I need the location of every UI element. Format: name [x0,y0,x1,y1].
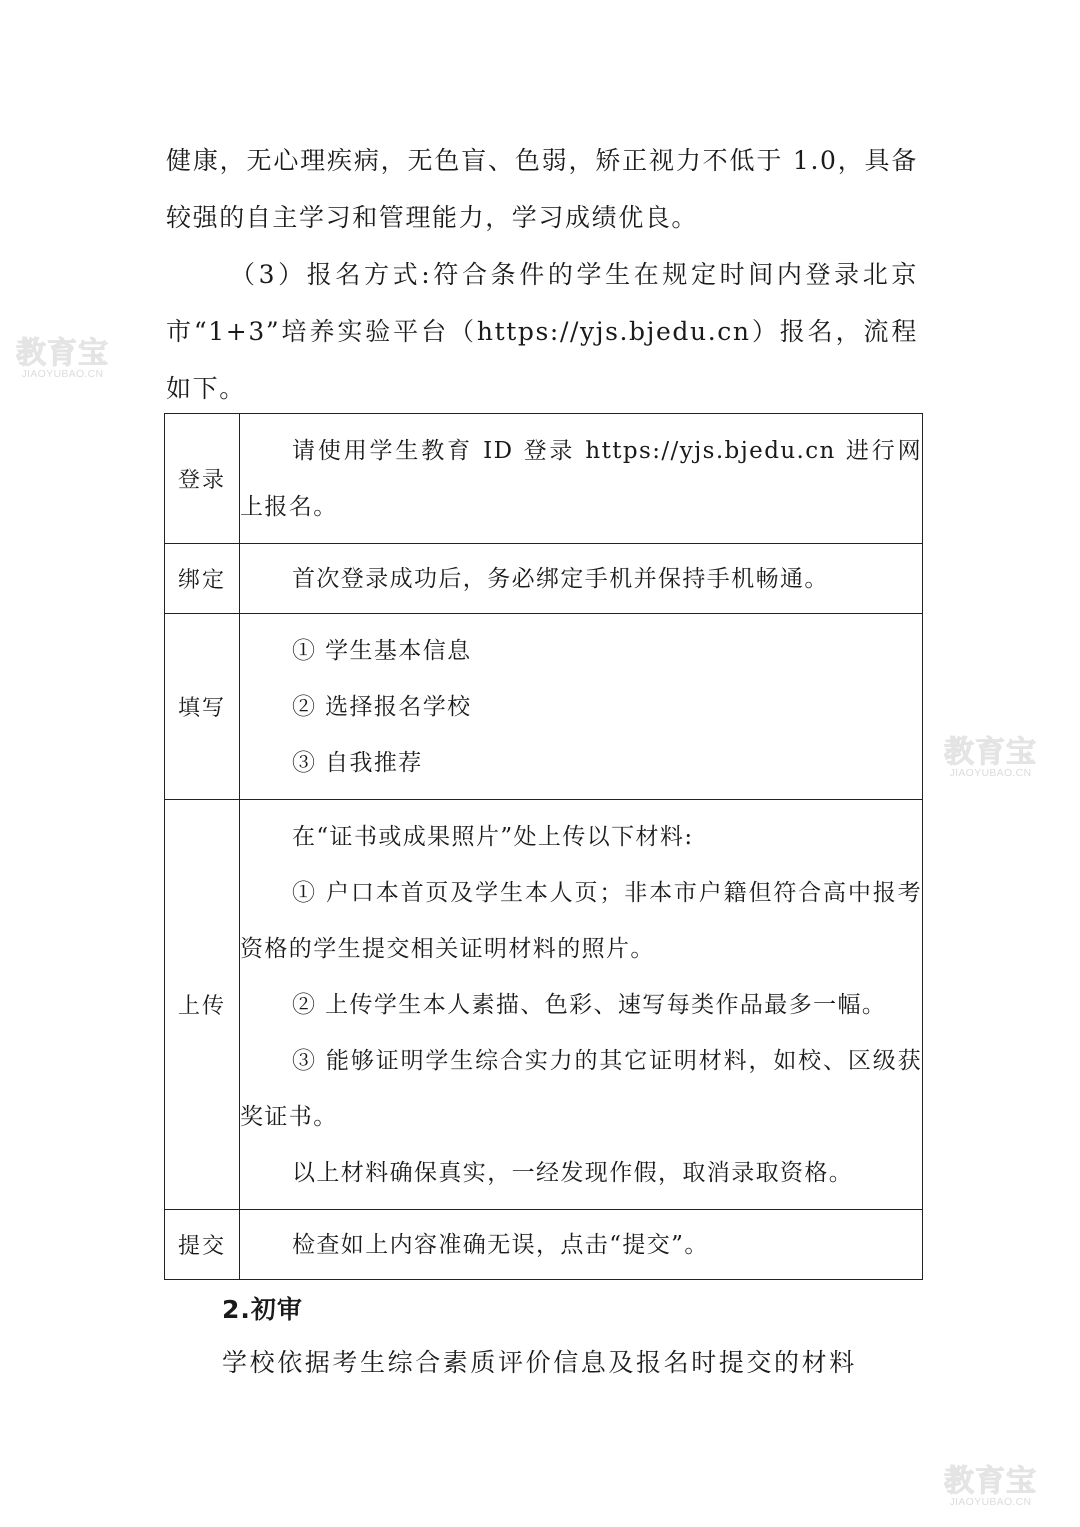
watermark-logo [944,727,1037,779]
watermark-logo [16,328,109,380]
step-line: ① 户口本首页及学生本人页；非本市户籍但符合高中报考资格的学生提交相关证明材料的照片。 [240,879,922,962]
step-line: ③ 自我推荐 [292,749,423,776]
step-line: ② 上传学生本人素描、色彩、速写每类作品最多一幅。 [292,991,887,1018]
step-label-fill: 填写 [165,614,240,800]
step-content-upload [240,800,923,1210]
watermark-domain: JIAOYUBAO.CN [21,368,104,380]
watermark-domain: JIAOYUBAO.CN [949,767,1032,779]
step-line: ① 学生基本信息 [292,637,472,664]
watermark-logo [944,1456,1037,1508]
step-content-submit [240,1210,923,1280]
watermark-text: 教育宝 [944,1464,1037,1499]
section-heading: 2.初审 [222,1295,303,1324]
paragraph-initial-review: 学校依据考生综合素质评价信息及报名时提交的材料 [222,1348,857,1377]
step-line: ③ 能够证明学生综合实力的其它证明材料，如校、区级获奖证书。 [240,1047,922,1130]
step-line: 以上材料确保真实，一经发现作假，取消录取资格。 [292,1159,854,1186]
table-row [165,614,923,800]
table-row [165,414,923,544]
step-label-upload: 上传 [165,800,240,1210]
registration-flow-table [164,413,923,1280]
table-row [165,800,923,1210]
step-label-login: 登录 [165,414,240,544]
watermark-text: 教育宝 [16,336,109,371]
table-row [165,544,923,614]
step-content-fill [240,614,923,800]
paragraph-registration-method: （3）报名方式:符合条件的学生在规定时间内登录北京市“1+3”培养实验平台（https://yjs.bjedu.cn）报名，流程如下。 [166,260,918,403]
step-label-submit: 提交 [165,1210,240,1280]
step-line: 请使用学生教育 ID 登录 https://yjs.bjedu.cn 进行网上报名。 [240,437,922,520]
paragraph-eligibility: 健康，无心理疾病，无色盲、色弱，矫正视力不低于 1.0，具备较强的自主学习和管理能力，学习成绩优良。 [166,146,918,232]
step-content-bind [240,544,923,614]
step-line: 检查如上内容准确无误，点击“提交”。 [292,1231,709,1258]
step-label-bind: 绑定 [165,544,240,614]
step-line: 首次登录成功后，务必绑定手机并保持手机畅通。 [292,565,829,592]
watermark-domain: JIAOYUBAO.CN [949,1496,1032,1508]
step-line: ② 选择报名学校 [292,693,472,720]
step-line: 在“证书或成果照片”处上传以下材料: [292,823,694,850]
table-row [165,1210,923,1280]
watermark-text: 教育宝 [944,735,1037,770]
step-content-login [240,414,923,544]
